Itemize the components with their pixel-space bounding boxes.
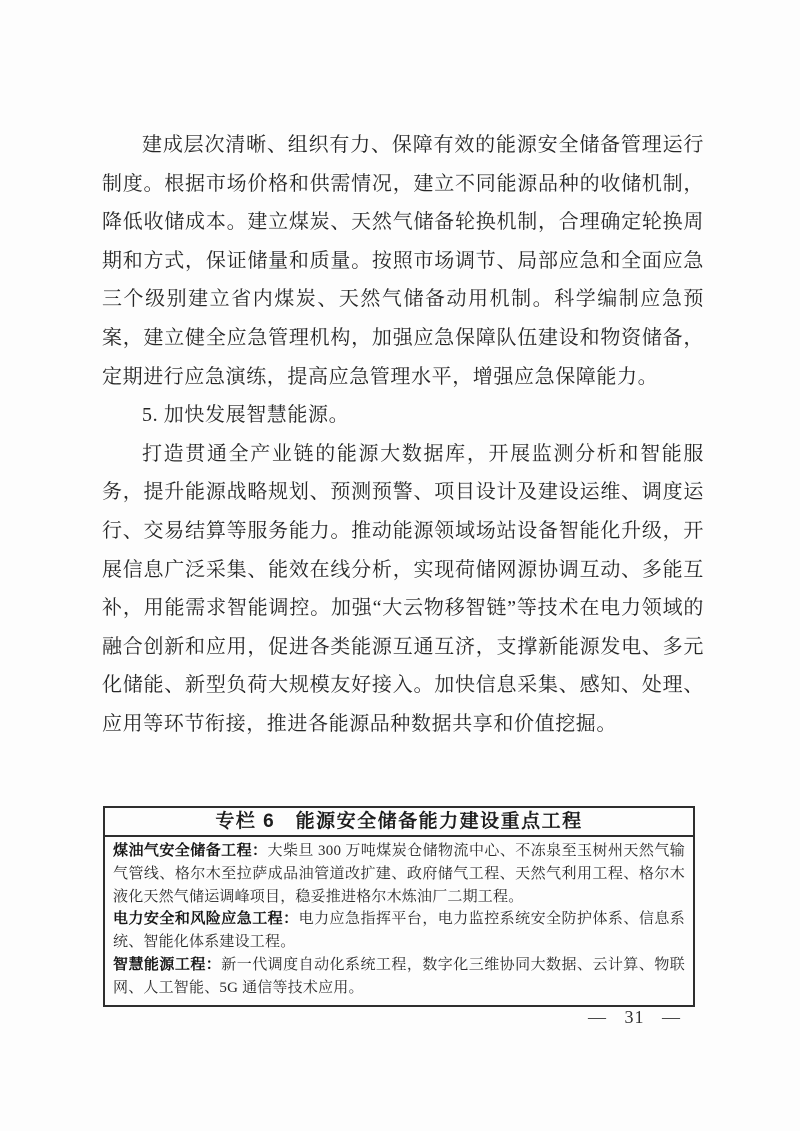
paragraph-energy-storage-system: 建成层次清晰、组织有力、保障有效的能源安全储备管理运行制度。根据市场价格和供需情况，建立不同能源品种的收储机制，降低收储成本。建立煤炭、天然气储备轮换机制，合理确定轮换周期和方式，保证储量和质量。按照市场调节、局部应急和全面应急三个级别建立省内煤炭、天然气储备动用机制。科学编制应急预案，建立健全应急管理机构，加强应急保障队伍建设和物资储备，定期进行应急演练，提高应急管理水平，增强应急保障能力。 [102,134,704,388]
box-item-coal-oil-gas-storage [113,840,685,908]
box-item-text: 大柴旦 300 万吨煤炭仓储物流中心、不冻泉至玉树州天然气输气管线、格尔木至拉萨成品油管道改扩建、政府储气工程、天然气利用工程、格尔木液化天然气储运调峰项目，稳妥推进格尔木炼油厂二期工程。 [113,843,685,905]
box-item-text: 新一代调度自动化系统工程，数字化三维协同大数据、云计算、物联网、人工智能、5G 通信等技术应用。 [113,956,685,996]
highlight-box-column6 [103,806,695,1007]
box-body [105,837,693,1005]
box-item-label: 煤油气安全储备工程： [113,843,268,859]
box-item-label: 智慧能源工程： [113,956,222,973]
main-text-column [102,126,704,744]
box-title: 专栏 6 能源安全储备能力建设重点工程 [105,808,693,837]
heading-develop-smart-energy: 5. 加快发展智慧能源。 [142,404,350,427]
box-item-text: 电力应急指挥平台，电力监控系统安全防护体系、信息系统、智能化体系建设工程。 [113,911,685,951]
box-item-smart-energy-project [113,954,685,1000]
box-item-label: 电力安全和风险应急工程： [113,911,299,928]
paragraph-smart-energy: 打造贯通全产业链的能源大数据库，开展监测分析和智能服务，提升能源战略规划、预测预警、项目设计及建设运维、调度运行、交易结算等服务能力。推动能源领域场站设备智能化升级，开展信息广泛采集、能效在线分析，实现荷储网源协调互动、多能互补，用能需求智能调控。加强“大云物移智链”等技术在电力领域的融合创新和应用，促进各类能源互通互济，支撑新能源发电、多元化储能、新型负荷大规模友好接入。加快信息采集、感知、处理、应用等环节衔接，推进各能源品种数据共享和价值挖掘。 [102,442,704,735]
box-item-power-safety-emergency [113,908,685,954]
page-number: — 31 — [588,1007,681,1027]
